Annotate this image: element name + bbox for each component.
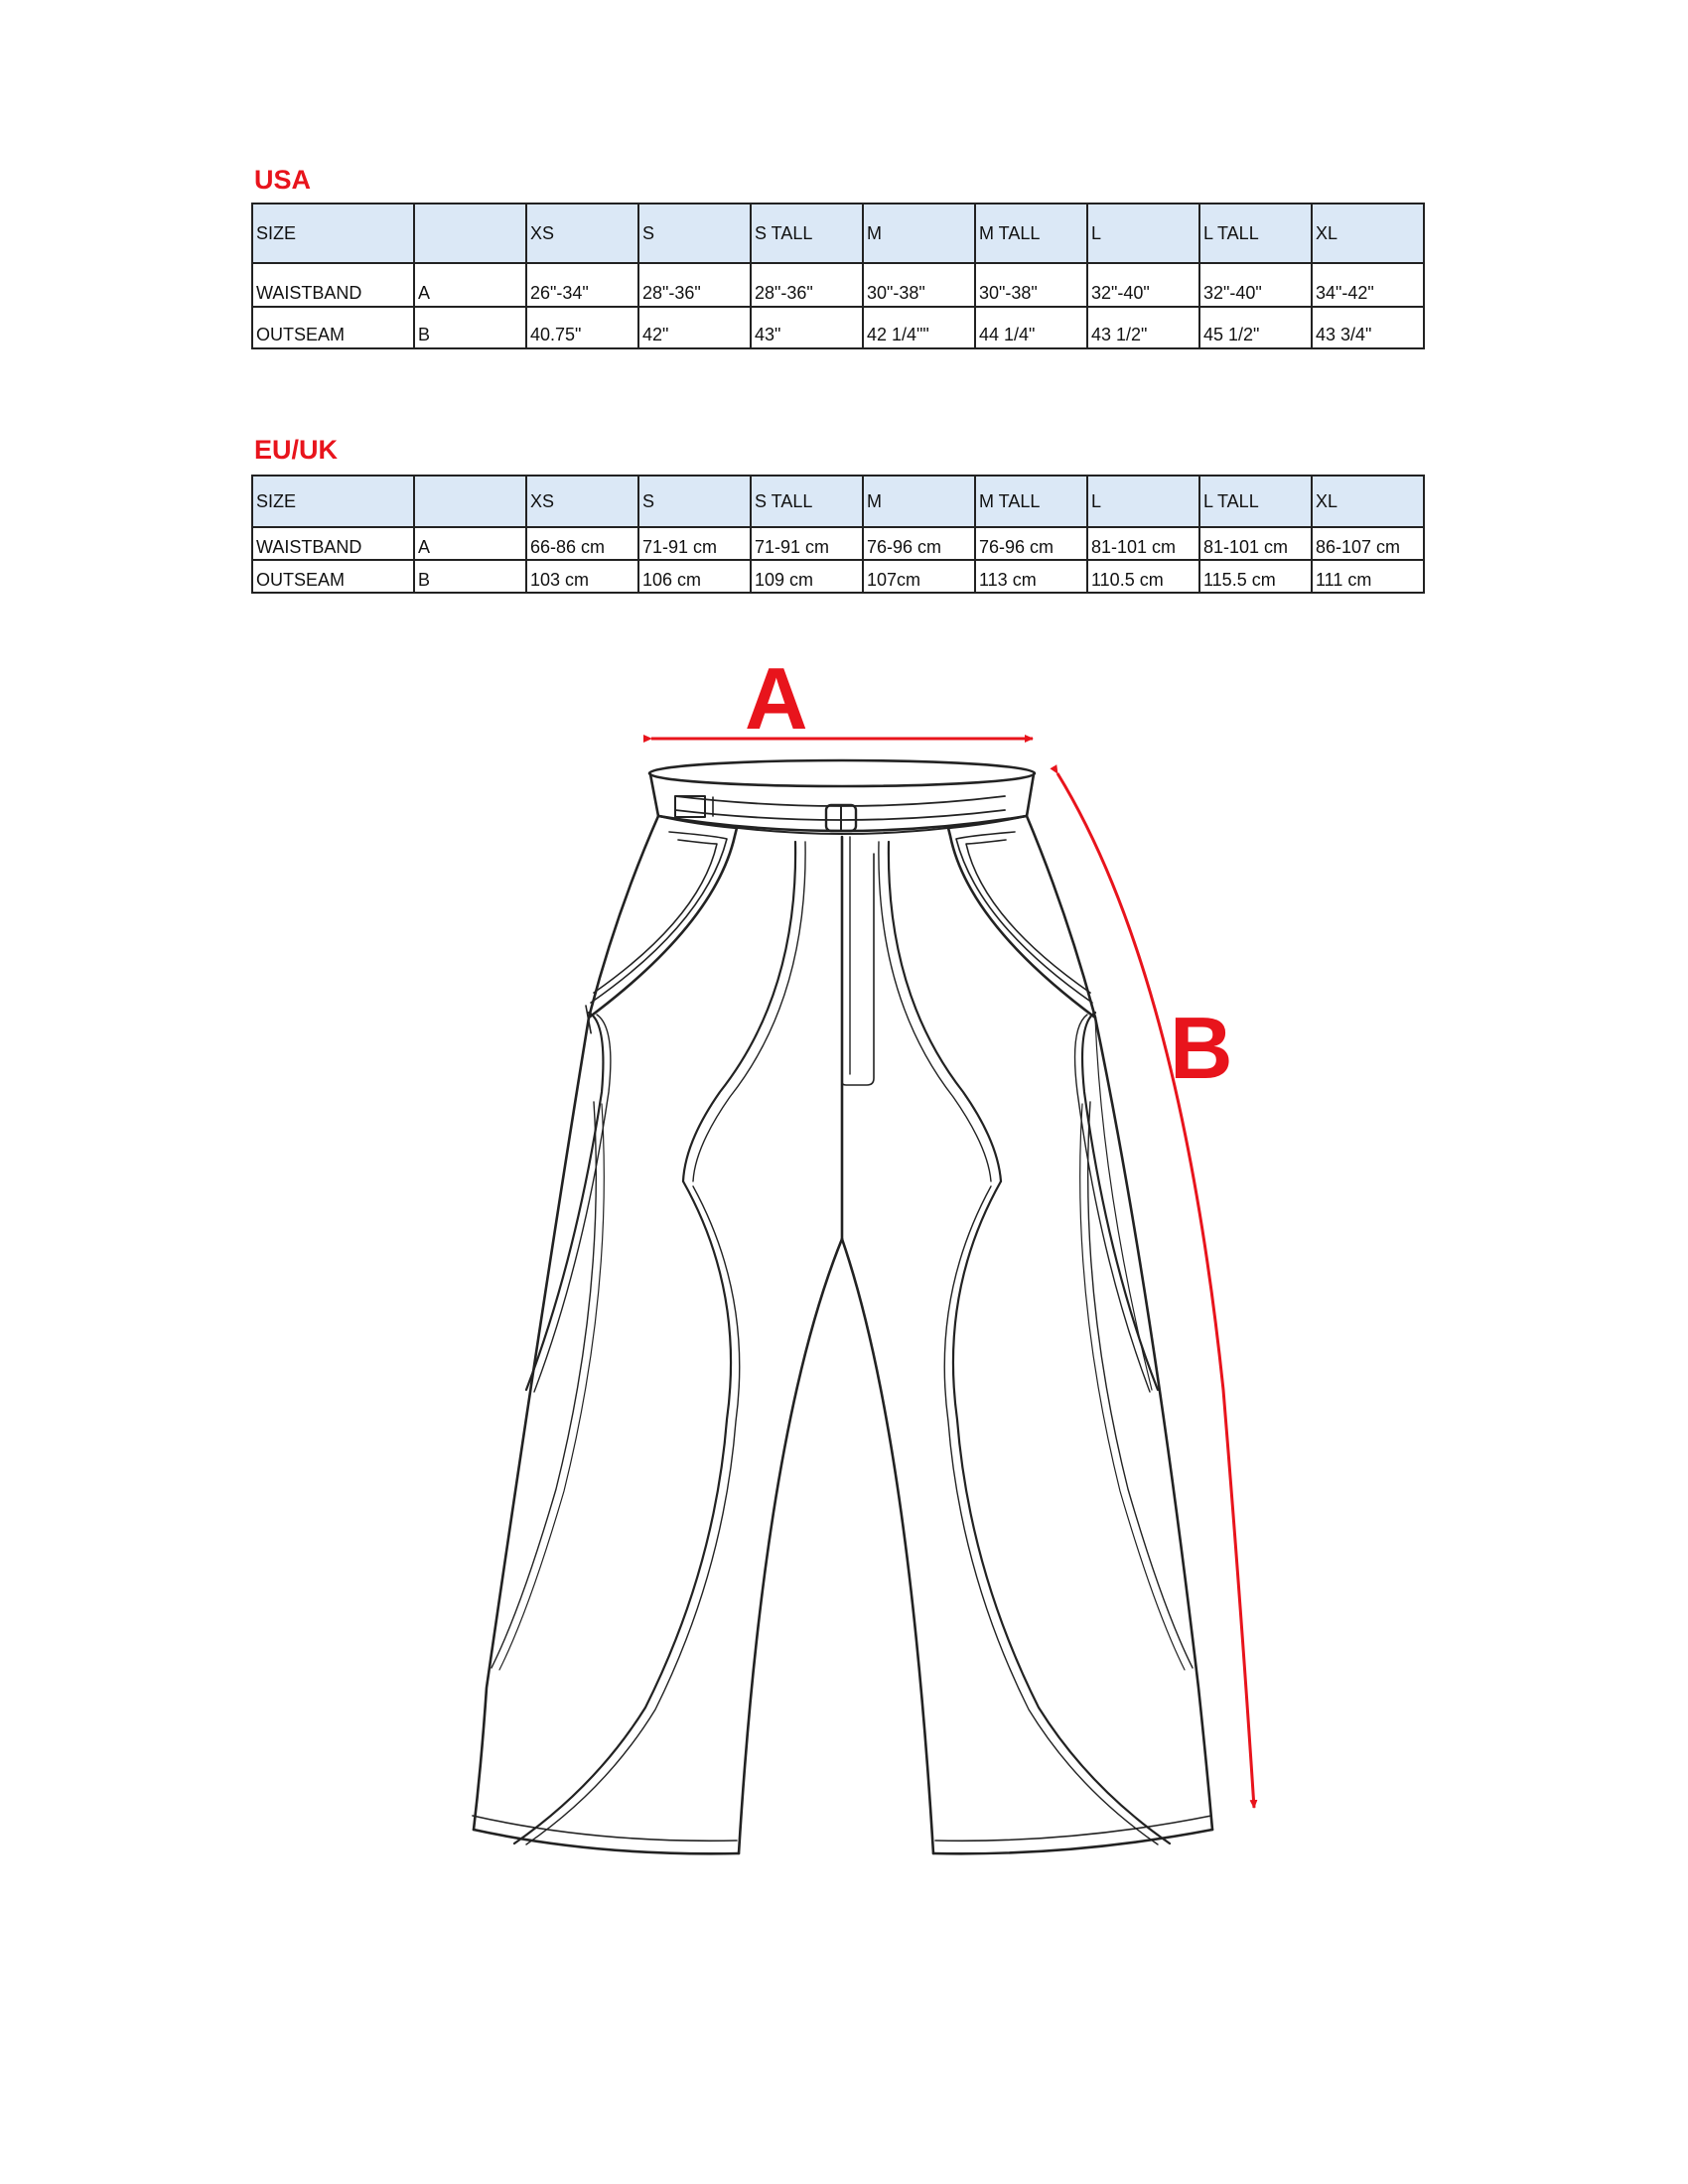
- table-cell: 30"-38": [863, 263, 975, 307]
- table-cell: 42": [638, 307, 751, 348]
- header-cell: SIZE: [252, 476, 414, 527]
- table-cell: 34"-42": [1312, 263, 1424, 307]
- table-cell: 115.5 cm: [1199, 560, 1312, 593]
- table-cell: 42 1/4"": [863, 307, 975, 348]
- dimension-b-label: B: [1170, 999, 1233, 1097]
- header-cell: L TALL: [1199, 476, 1312, 527]
- header-cell: M TALL: [975, 204, 1087, 263]
- table-cell: 107cm: [863, 560, 975, 593]
- table-cell: 28"-36": [638, 263, 751, 307]
- table-cell: 43 3/4": [1312, 307, 1424, 348]
- header-cell: L: [1087, 476, 1199, 527]
- header-cell: S: [638, 476, 751, 527]
- header-cell: XS: [526, 204, 638, 263]
- table-cell: 44 1/4": [975, 307, 1087, 348]
- table-cell: 81-101 cm: [1199, 527, 1312, 560]
- pants-outline: [473, 760, 1212, 1853]
- dimension-b-arrow: [1057, 773, 1254, 1808]
- table-cell: 30"-38": [975, 263, 1087, 307]
- table-cell: 71-91 cm: [638, 527, 751, 560]
- dimension-a-label: A: [745, 649, 808, 748]
- table-cell: 113 cm: [975, 560, 1087, 593]
- header-cell: L TALL: [1199, 204, 1312, 263]
- usa-section-title: USA: [254, 165, 312, 195]
- table-cell: 32"-40": [1199, 263, 1312, 307]
- header-cell: L: [1087, 204, 1199, 263]
- table-cell: 71-91 cm: [751, 527, 863, 560]
- header-cell: M: [863, 204, 975, 263]
- table-cell: 109 cm: [751, 560, 863, 593]
- table-cell: 106 cm: [638, 560, 751, 593]
- table-cell: 66-86 cm: [526, 527, 638, 560]
- table-cell: 76-96 cm: [975, 527, 1087, 560]
- table-cell: WAISTBAND: [252, 263, 414, 307]
- header-cell: S TALL: [751, 204, 863, 263]
- header-cell: M: [863, 476, 975, 527]
- table-cell: 28"-36": [751, 263, 863, 307]
- table-cell: 110.5 cm: [1087, 560, 1199, 593]
- header-cell: XL: [1312, 204, 1424, 263]
- table-cell: 43": [751, 307, 863, 348]
- table-cell: WAISTBAND: [252, 527, 414, 560]
- header-cell: M TALL: [975, 476, 1087, 527]
- table-cell: 103 cm: [526, 560, 638, 593]
- table-cell: 43 1/2": [1087, 307, 1199, 348]
- table-cell: 86-107 cm: [1312, 527, 1424, 560]
- header-cell: S: [638, 204, 751, 263]
- table-cell: 81-101 cm: [1087, 527, 1199, 560]
- table-cell: B: [414, 560, 526, 593]
- table-cell: 45 1/2": [1199, 307, 1312, 348]
- table-cell: 32"-40": [1087, 263, 1199, 307]
- table-cell: 40.75": [526, 307, 638, 348]
- header-cell: XS: [526, 476, 638, 527]
- table-cell: OUTSEAM: [252, 307, 414, 348]
- header-cell: SIZE: [252, 204, 414, 263]
- header-cell: S TALL: [751, 476, 863, 527]
- table-cell: 76-96 cm: [863, 527, 975, 560]
- table-cell: B: [414, 307, 526, 348]
- table-cell: OUTSEAM: [252, 560, 414, 593]
- table-cell: A: [414, 527, 526, 560]
- table-cell: 111 cm: [1312, 560, 1424, 593]
- table-cell: 26"-34": [526, 263, 638, 307]
- table-cell: A: [414, 263, 526, 307]
- eu-section-title: EU/UK: [254, 435, 339, 465]
- header-cell: XL: [1312, 476, 1424, 527]
